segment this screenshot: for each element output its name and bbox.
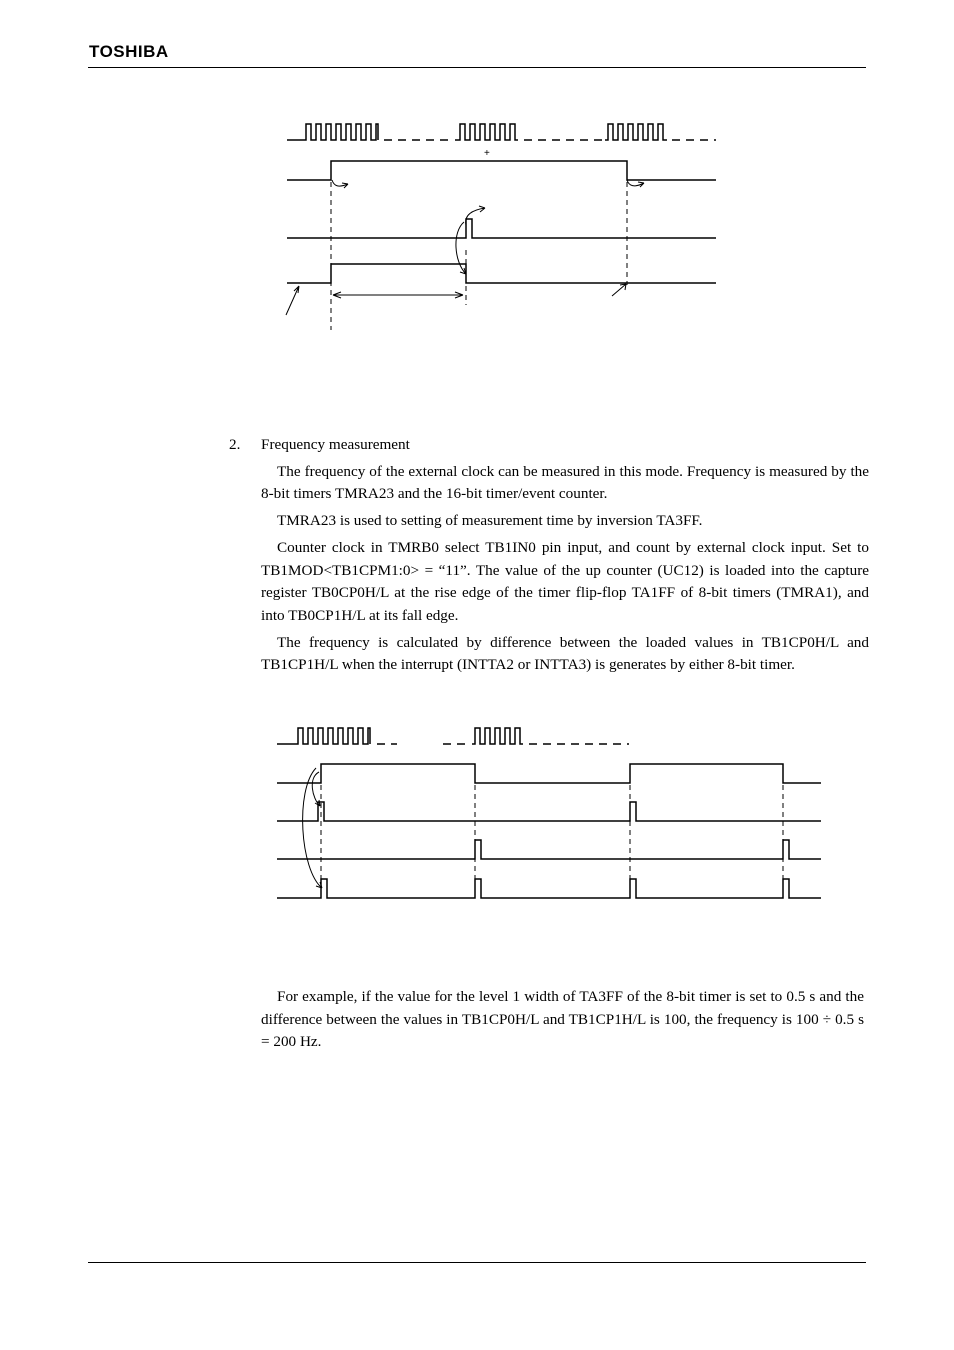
clock-burst-1 bbox=[287, 124, 378, 140]
arrow-up-interrupt bbox=[466, 206, 485, 225]
paragraph: The frequency is calculated by difference between the loaded values in TB1CP0H/L and TB1CP1H/L when the interrupt (INTTA2 or INTTA3) is generates by either 8-bit timer. bbox=[261, 633, 869, 674]
edge-guides bbox=[321, 785, 783, 900]
clock-burst-1 bbox=[277, 728, 370, 744]
example-paragraph: For example, if the value for the level 1 width of TA3FF of the 8-bit timer is set to 0.5 s and the difference between the values in TB1CP0H/L and TB1CP1H/L is 100, the frequency is 100 ÷ 0.5 s = 200 Hz. bbox=[261, 988, 864, 1051]
pulse-row-3 bbox=[277, 840, 821, 859]
clock-burst-2 bbox=[472, 728, 523, 744]
diagram-mark: + bbox=[484, 148, 490, 159]
arrow-pointer-right bbox=[612, 284, 626, 296]
arrow-loop-small bbox=[312, 772, 320, 806]
timing-diagram-pulse-width bbox=[0, 0, 954, 330]
footer-rule bbox=[88, 1262, 866, 1263]
interrupt-waveform bbox=[287, 219, 716, 238]
clock-burst-2 bbox=[455, 124, 518, 140]
paragraph: The frequency of the external clock can be measured in this mode. Frequency is measured by the 8-bit timers TMRA23 and the 16-bit timer/event counter. bbox=[261, 462, 869, 503]
section-number: 2. bbox=[229, 436, 241, 453]
flip-flop-waveform bbox=[287, 161, 716, 180]
frequency-measurement-section bbox=[229, 434, 869, 677]
span-arrow bbox=[333, 292, 463, 298]
toshiba-logo: TOSHIBA bbox=[89, 42, 169, 61]
arrow-rise bbox=[332, 180, 348, 188]
ta3ff-waveform bbox=[277, 764, 821, 783]
gate-waveform bbox=[287, 264, 716, 283]
pulse-row-2 bbox=[277, 802, 821, 821]
clock-burst-3 bbox=[605, 124, 667, 140]
section-heading bbox=[229, 434, 869, 457]
edge-guides bbox=[331, 182, 627, 330]
paragraph: Counter clock in TMRB0 select TB1IN0 pin input, and count by external clock input. Set to TB1MOD<TB1CPM1:0> = “11”. The value of the up counter (UC12) is loaded into the capture register TB0CP0H/L at the rise edge of the timer flip-flop TA1FF of 8-bit timers (TMRA1), and into TB0CP1H/L at its fall edge. bbox=[261, 538, 869, 624]
arrow-pointer-left bbox=[286, 286, 299, 315]
paragraph: TMRA23 is used to setting of measurement time by inversion TA3FF. bbox=[277, 512, 703, 530]
pulse-row-4 bbox=[277, 879, 821, 898]
arrow-fall bbox=[627, 180, 644, 187]
timing-diagram-frequency bbox=[0, 715, 954, 915]
section-title: Frequency measurement bbox=[261, 436, 410, 453]
arrow-loop bbox=[456, 222, 466, 274]
